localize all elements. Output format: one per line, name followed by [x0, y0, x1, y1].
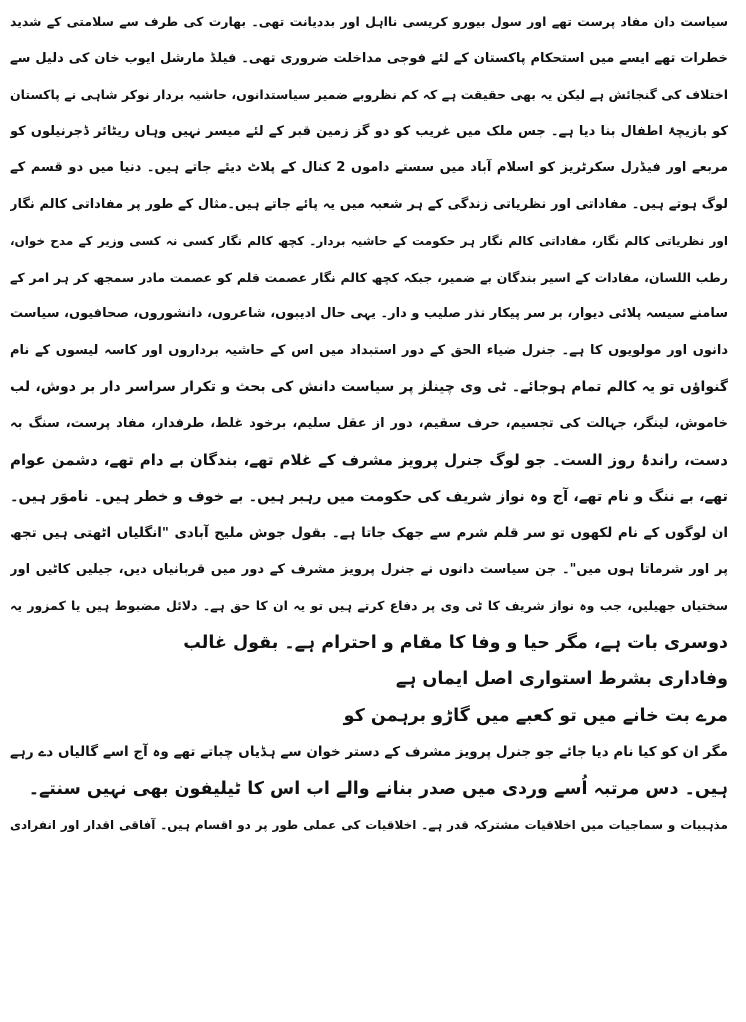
text-line: مذہبیات و سماجیات میں اخلاقیات مشترکہ قدر ہے۔ اخلاقیات کی عملی طور پر دو اقسام ہیں۔ آفاقی اقدار اور انفرادی [10, 818, 728, 832]
text-line: سیاست دان مفاد پرست تھے اور سول بیورو کریسی نااہل اور بددیانت تھی۔ بھارت کی طرف سے سلامتی کے شدید [10, 14, 728, 29]
text-line: سامنے سیسہ پلائی دیوار، بر سر پیکار نذر صلیب و دار۔ یہی حال ادیبوں، شاعروں، دانشوروں، صحافیوں، سیاست [10, 306, 728, 321]
text-line: دانوں اور مولویوں کا ہے۔ جنرل ضیاء الحق کے دور استبداد میں اس کے حاشیہ برداروں اور کاسہ لیسوں کے نام [10, 342, 728, 358]
text-line: کو بازیچۂ اطفال بنا دیا ہے۔ جس ملک میں غریب کو دو گز زمین قبر کے لئے میسر نہیں وہاں ریٹائر ڈجرنیلوں کو [10, 123, 728, 139]
text-line: خاموش، لینگر، جہالت کی تجسیم، حرف سقیم، دور از عقل سلیم، برخود غلط، طرفدار، مفاد پرست، سنگ بہ [10, 415, 728, 431]
text-line: دست، راندۂ روز الست۔ جو لوگ جنرل پرویز مشرف کے غلام تھے، بندگان بے دام تھے، دشمن عوام [10, 451, 728, 469]
text-line: مگر ان کو کیا نام دیا جائے جو جنرل پرویز مشرف کے دستر خوان سے ہڈیاں چباتے تھے وہ آج اسے گالیاں دے رہے [10, 744, 728, 760]
text-line: گنواؤں تو یہ کالم تمام ہوجائے۔ ٹی وی چینلز پر سیاست دانش کی بحث و تکرار سراسر دار بر دوش، لب [10, 379, 728, 395]
text-line: مربعے اور فیڈرل سکرٹریز کو اسلام آباد میں سستے داموں 2 کنال کے پلاٹ دیئے جاتے ہیں۔ دنیا میں دو قسم کے [10, 160, 728, 175]
text-line: ان لوگوں کے نام لکھوں تو سر قلم شرم سے جھک جاتا ہے۔ بقول جوش ملیح آبادی "انگلیاں اٹھتی ہیں تجھ [10, 525, 728, 541]
text-line: پر اور شرماتا ہوں میں"۔ جن سیاست دانوں نے جنرل پرویز مشرف کے دور میں قربانیاں دیں، جیلیں کاٹیں اور [10, 561, 728, 577]
text-line: اور نظریاتی کالم نگار، مفاداتی کالم نگار ہر حکومت کے حاشیہ بردار۔ کچھ کالم نگار کسی نہ کسی وزیر کے مدح خواں، [10, 234, 728, 248]
text-line: سختیاں جھیلیں، جب وہ نواز شریف کا ٹی وی پر دفاع کرتے ہیں تو یہ ان کا حق ہے۔ دلائل مضبوط ہیں یا کمزور یہ [10, 598, 728, 613]
text-line: رطب اللسان، مفادات کے اسیر بندگان بے ضمیر، جبکہ کچھ کالم نگار عصمت قلم کو عصمت مادر سمجھ کر ہر امر کے [10, 269, 728, 285]
text-line: اختلاف کی گنجائش ہے لیکن یہ بھی حقیقت ہے کہ کم نظروبے ضمیر سیاستدانوں، حاشیہ بردار نوکر شاہی نے پاکستان [10, 87, 728, 102]
text-line: تھے، بے ننگ و نام تھے، آج وہ نواز شریف کی حکومت میں رہبر ہیں۔ بے خوف و خطر ہیں۔ ناموَر ہیں۔ [10, 488, 728, 505]
text-line: ہیں۔ دس مرتبہ اُسے وردی میں صدر بنانے والے اب اس کا ٹیلیفون بھی نہیں سنتے۔ [28, 778, 728, 799]
text-line: دوسری بات ہے، مگر حیا و وفا کا مقام و احترام ہے۔ بقول غالب [183, 632, 728, 653]
text-line: لوگ ہوتے ہیں۔ مفاداتی اور نظریاتی زندگی کے ہر شعبہ میں یہ پائے جاتے ہیں۔مثال کے طور پر مفاداتی کالم نگار [10, 196, 728, 212]
poetry-verse-line: وفاداری بشرط استواری اصل ایماں ہے [395, 669, 728, 689]
poetry-verse-line: مرے بت خانے میں تو کعبے میں گاڑو برہمن کو [343, 705, 728, 726]
text-line: خطرات تھے ایسے میں استحکام پاکستان کے لئے فوجی مداخلت ضروری تھی۔ فیلڈ مارشل ایوب خان کی دلیل سے [10, 50, 728, 66]
